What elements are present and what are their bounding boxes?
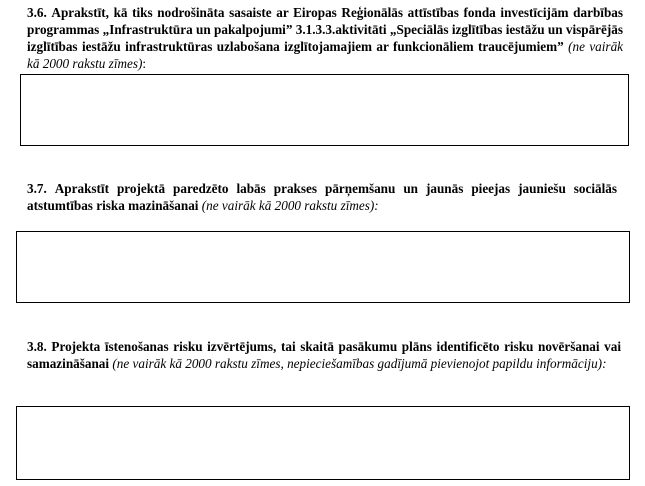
question-number: 3.8. [27,339,47,354]
question-note: (ne vairāk kā 2000 rakstu zīmes): [201,198,379,213]
question-note: (ne vairāk kā 2000 rakstu zīmes) [27,39,624,71]
answer-box-3-7[interactable] [16,231,630,303]
question-title: Projekta īstenošanas risku izvērtējums, tai skaitā pasākumu plāns identificēto risku novēršanai vai samazināšanai [27,339,622,371]
question-3-8 [27,338,621,372]
question-punct: : [142,56,147,71]
answer-box-3-6[interactable] [20,74,629,146]
answer-box-3-8[interactable] [16,406,630,480]
question-title: Aprakstīt projektā paredzēto labās prakses pārņemšanu un jaunās pieejas jauniešu sociālās atstumtības riska mazināšanai [27,181,617,213]
question-3-7 [27,180,617,214]
question-3-6 [27,4,623,72]
question-title: Aprakstīt, kā tiks nodrošināta sasaiste ar Eiropas Reģionālās attīstības fonda investīcijām darbības programmas „Infrastruktūra un pakalpojumi” 3.1.3.3.aktivitāti „Speciālās izglītības iestāžu un vispārējās izglītības iestāžu infrastruktūras uzlabošana izglītojamajiem ar funkcionāliem traucējumiem” [27,5,623,54]
question-note: (ne vairāk kā 2000 rakstu zīmes, nepieciešamības gadījumā pievienojot papildu informāciju): [112,356,607,371]
question-number: 3.7. [27,181,47,196]
question-number: 3.6. [27,5,47,20]
